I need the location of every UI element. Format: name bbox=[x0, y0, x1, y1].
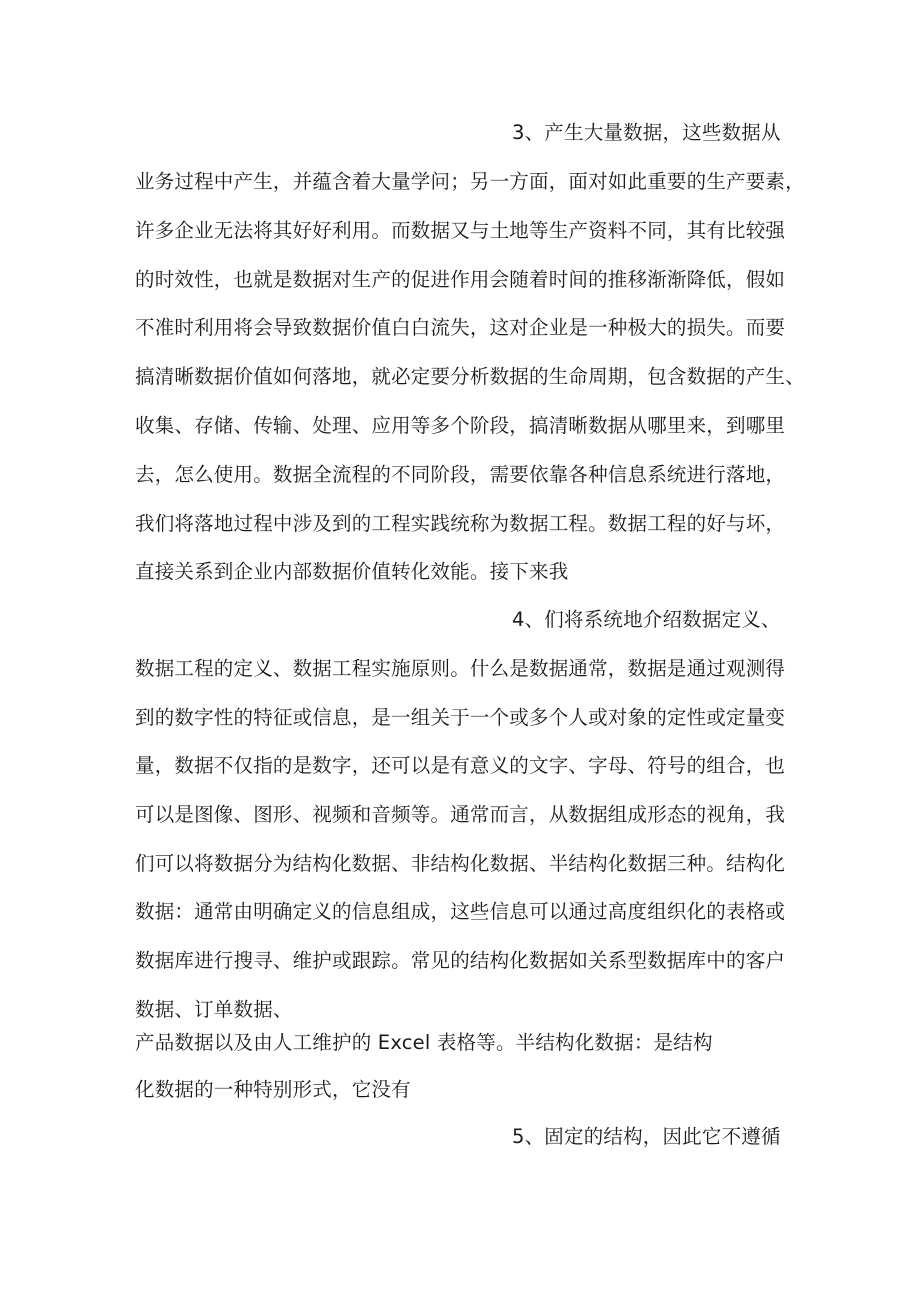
paragraph-line: 许多企业无法将其好好利用。而数据又与土地等生产资料不同，其有比较强 bbox=[135, 219, 786, 242]
paragraph-line: 数据：通常由明确定义的信息组成，这些信息可以通过高度组织化的表格或 bbox=[135, 900, 786, 923]
paragraph-line: 化数据的一种特别形式，它没有 bbox=[135, 1078, 411, 1101]
paragraph-line: 我们将落地过程中涉及到的工程实践统称为数据工程。数据工程的好与坏， bbox=[135, 512, 786, 535]
paragraph-line: 的时效性，也就是数据对生产的促进作用会随着时间的推移渐渐降低，假如 bbox=[135, 268, 786, 291]
paragraph-line: 业务过程中产生，并蕴含着大量学问；另一方面，面对如此重要的生产要素， bbox=[135, 170, 805, 193]
paragraph-line: 数据、订单数据、 bbox=[135, 998, 293, 1021]
paragraph-line: 产品数据以及由人工维护的 Excel 表格等。半结构化数据：是结构 bbox=[135, 1031, 713, 1054]
paragraph-line-heading-4: 4、们将系统地介绍数据定义、 bbox=[512, 608, 781, 631]
paragraph-line: 数据库进行搜寻、维护或跟踪。常见的结构化数据如关系型数据库中的客户 bbox=[135, 949, 786, 972]
paragraph-line: 收集、存储、传输、处理、应用等多个阶段，搞清晰数据从哪里来，到哪里 bbox=[135, 414, 786, 437]
paragraph-line-heading-5: 5、固定的结构，因此它不遵循 bbox=[512, 1125, 781, 1148]
paragraph-line: 去，怎么使用。数据全流程的不同阶段，需要依靠各种信息系统进行落地， bbox=[135, 463, 786, 486]
paragraph-line: 直接关系到企业内部数据价值转化效能。接下来我 bbox=[135, 560, 569, 583]
paragraph-line: 量，数据不仅指的是数字，还可以是有意义的文字、字母、符号的组合，也 bbox=[135, 754, 786, 777]
paragraph-line: 搞清晰数据价值如何落地，就必定要分析数据的生命周期，包含数据的产生、 bbox=[135, 365, 805, 388]
paragraph-line: 们可以将数据分为结构化数据、非结构化数据、半结构化数据三种。结构化 bbox=[135, 852, 786, 875]
paragraph-line: 不准时利用将会导致数据价值白白流失，这对企业是一种极大的损失。而要 bbox=[135, 316, 786, 339]
paragraph-line-heading-3: 3、产生大量数据，这些数据从 bbox=[512, 121, 781, 144]
paragraph-line: 到的数字性的特征或信息，是一组关于一个或多个人或对象的定性或定量变 bbox=[135, 706, 786, 729]
paragraph-line: 可以是图像、图形、视频和音频等。通常而言，从数据组成形态的视角，我 bbox=[135, 803, 786, 826]
paragraph-line: 数据工程的定义、数据工程实施原则。什么是数据通常，数据是通过观测得 bbox=[135, 657, 786, 680]
